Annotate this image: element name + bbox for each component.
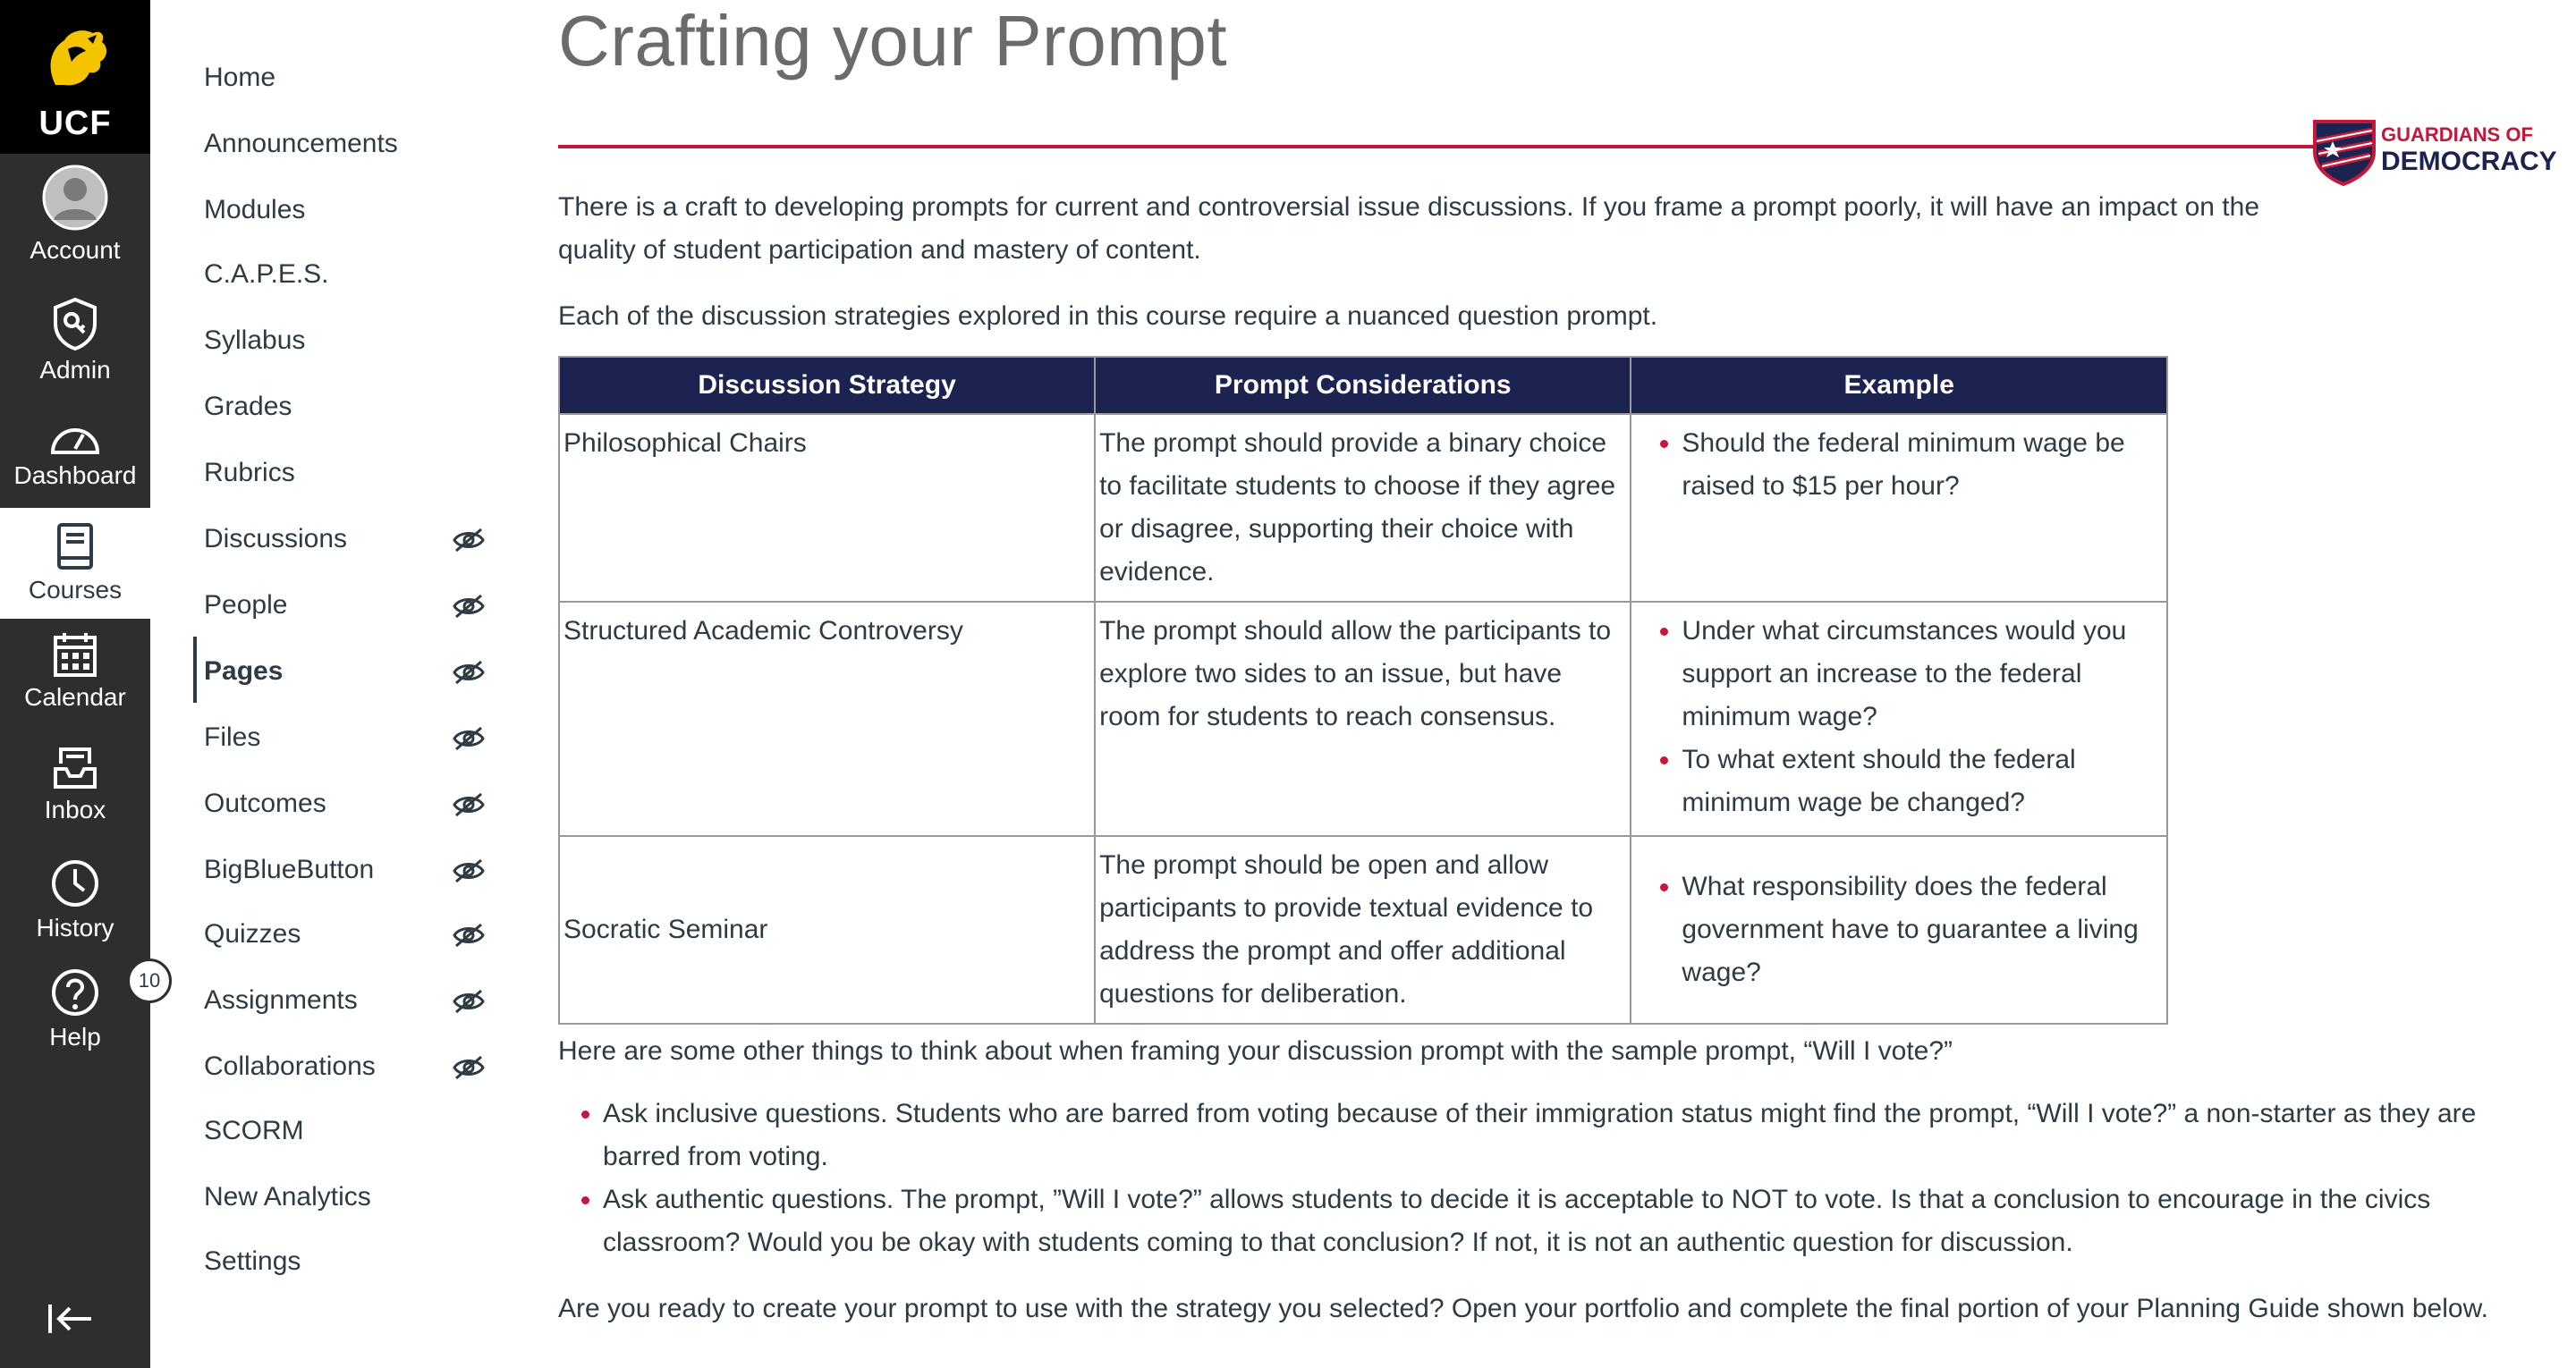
hidden-eye-icon[interactable] [453, 792, 485, 822]
course-nav-new-analytics[interactable]: New Analytics [204, 1182, 371, 1212]
course-nav-modules[interactable]: Modules [204, 195, 306, 224]
page-title: Crafting your Prompt [558, 1, 1228, 80]
course-nav-syllabus[interactable]: Syllabus [204, 325, 306, 355]
table-header-row [559, 357, 2167, 414]
title-rule [558, 145, 2365, 148]
help-icon [50, 967, 100, 1018]
calendar-icon [53, 631, 97, 678]
table-row [559, 414, 2167, 602]
pegasus-logo-icon [38, 22, 113, 97]
course-nav-bigbluebutton[interactable]: BigBlueButton [204, 855, 375, 884]
nav-account-label: Account [30, 236, 121, 264]
table-row [559, 836, 2167, 1024]
nav-help-label: Help [49, 1023, 101, 1051]
course-nav-people[interactable]: People [204, 590, 288, 620]
logo-line2: DEMOCRACY [2381, 147, 2557, 176]
logo-line1: GUARDIANS OF [2381, 123, 2533, 146]
example-cell [1631, 836, 2167, 1024]
list-item: • Ask inclusive questions. Students who are barred from voting because of their immigration status might find the prompt, “Will I vote?” a non-starter as they are barred from voting. [603, 1093, 2535, 1178]
example-item: • To what extent should the federal minimum wage be changed? [1682, 739, 2163, 824]
list-item: • Ask authentic questions. The prompt, ”Will I vote?” allows students to decide it is acceptable to NOT to vote. Is that a conclusion to encourage in the civics classroom? Would you be okay with students coming to that conclusion? If not, it is not an authentic question for discussion. [603, 1178, 2535, 1264]
example-item: • What responsibility does the federal government have to guarantee a living wage? [1682, 866, 2163, 994]
intro-paragraph-2: Each of the discussion strategies explored in this course require a nuanced question prompt. [558, 301, 1658, 331]
nav-account[interactable] [0, 165, 150, 265]
course-nav-files[interactable]: Files [204, 722, 261, 752]
table-row [559, 602, 2167, 836]
logo-text: UCF [38, 105, 112, 142]
considerations-cell: The prompt should provide a binary choice to facilitate students to choose if they agree or disagree, supporting their choice with evidence. [1095, 414, 1631, 602]
course-nav-outcomes[interactable]: Outcomes [204, 789, 326, 818]
shield-key-icon [50, 297, 100, 350]
example-item: • Under what circumstances would you support an increase to the federal minimum wage? [1682, 610, 2163, 739]
hidden-eye-icon[interactable] [453, 1055, 485, 1085]
nav-history[interactable] [0, 858, 150, 942]
hidden-eye-icon[interactable] [453, 923, 485, 952]
collapse-nav-button[interactable] [47, 1301, 97, 1341]
header-example: Example [1631, 357, 2167, 414]
nav-admin-label: Admin [39, 356, 111, 384]
course-nav-quizzes[interactable]: Quizzes [204, 919, 301, 949]
hidden-eye-icon[interactable] [453, 858, 485, 888]
nav-admin[interactable] [0, 297, 150, 384]
course-nav-collaborations[interactable]: Collaborations [204, 1051, 376, 1081]
nav-history-label: History [36, 914, 114, 942]
guardians-of-democracy-logo [2308, 114, 2557, 186]
hidden-eye-icon[interactable] [453, 528, 485, 557]
closing-paragraph: Are you ready to create your prompt to use with the strategy you selected? Open your portfolio and complete the final portion of your Planning Guide shown below. [558, 1294, 2488, 1323]
book-icon [55, 522, 95, 570]
example-item: • Should the federal minimum wage be raised to $15 per hour? [1682, 422, 2163, 508]
course-nav-rubrics[interactable]: Rubrics [204, 458, 295, 487]
nav-help[interactable] [0, 967, 161, 1051]
hidden-eye-icon[interactable] [453, 989, 485, 1018]
strategy-table [558, 356, 2168, 1024]
strategy-cell: Structured Academic Controversy [559, 602, 1095, 836]
other-things-paragraph: Here are some other things to think about when framing your discussion prompt with the sample prompt, “Will I vote?” [558, 1036, 1953, 1066]
nav-calendar-label: Calendar [24, 683, 126, 711]
hidden-eye-icon[interactable] [453, 594, 485, 623]
tips-list [558, 1093, 2535, 1264]
course-nav-assignments[interactable]: Assignments [204, 985, 358, 1015]
considerations-cell: The prompt should allow the participants to explore two sides to an issue, but have room for students to reach consensus. [1095, 602, 1631, 836]
nav-courses-label: Courses [28, 576, 123, 604]
nav-inbox[interactable] [0, 746, 150, 824]
course-nav-discussions[interactable]: Discussions [204, 524, 348, 553]
avatar-icon [42, 165, 108, 231]
clock-icon [50, 858, 100, 908]
course-nav-pages[interactable]: Pages [204, 656, 284, 686]
strategy-cell: Philosophical Chairs [559, 414, 1095, 602]
hidden-eye-icon[interactable] [453, 726, 485, 756]
collapse-arrow-icon [47, 1301, 97, 1337]
course-nav-announcements[interactable]: Announcements [204, 129, 398, 158]
hidden-eye-icon[interactable] [453, 660, 485, 689]
header-strategy: Discussion Strategy [559, 357, 1095, 414]
help-badge: 10 [127, 958, 172, 1003]
considerations-cell: The prompt should be open and allow participants to provide textual evidence to address the prompt and offer additional questions for deliberation. [1095, 836, 1631, 1024]
nav-calendar[interactable] [0, 631, 150, 712]
active-indicator [193, 637, 197, 703]
speedometer-icon [49, 418, 101, 456]
course-nav-c-a-p-e-s[interactable]: C.A.P.E.S. [204, 259, 329, 289]
course-nav-grades[interactable]: Grades [204, 392, 292, 421]
course-nav-settings[interactable]: Settings [204, 1246, 301, 1276]
course-nav-scorm[interactable]: SCORM [204, 1116, 304, 1145]
example-cell [1631, 602, 2167, 836]
strategy-cell: Socratic Seminar [559, 836, 1095, 1024]
inbox-icon [52, 746, 98, 790]
header-considerations: Prompt Considerations [1095, 357, 1631, 414]
intro-paragraph: There is a craft to developing prompts for current and controversial issue discussions. If you frame a prompt poorly, it will have an impact on the quality of student participation and mastery of content. [558, 192, 2259, 265]
nav-inbox-label: Inbox [44, 796, 106, 823]
nav-courses[interactable] [0, 508, 150, 619]
example-cell [1631, 414, 2167, 602]
nav-dashboard-label: Dashboard [13, 461, 137, 489]
global-nav [0, 0, 161, 1368]
nav-dashboard[interactable] [0, 418, 150, 490]
course-nav [150, 0, 499, 1368]
course-nav-home[interactable]: Home [204, 63, 276, 92]
ucf-logo[interactable] [0, 0, 150, 154]
